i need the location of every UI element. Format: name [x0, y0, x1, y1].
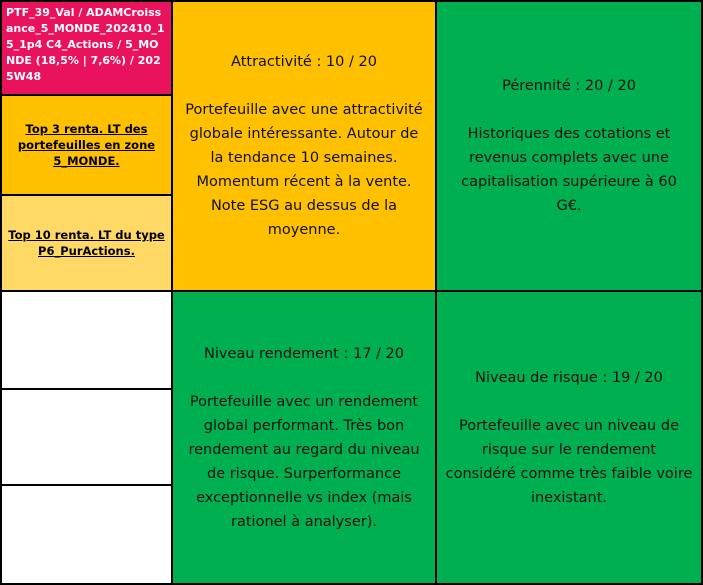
risque-cell [435, 290, 703, 585]
rendement-text: Portefeuille avec un rendement global performant. Très bon rendement au regard du niveau de risque. Surperformance exceptionnelle vs index (mais rationel à analyser). [188, 393, 420, 530]
risque-title: Niveau de risque : 19 / 20 [475, 369, 663, 386]
attractivite-text: Portefeuille avec une attractivité globale intéressante. Autour de la tendance 10 semaines. Momentum récent à la vente. Note ESG au dessus de la moyenne. [185, 102, 423, 238]
portfolio-header-cell [0, 0, 173, 96]
rendement-title: Niveau rendement : 17 / 20 [204, 345, 404, 362]
attractivite-cell [171, 0, 437, 292]
top10-tag-cell [0, 194, 173, 292]
empty-cell-1 [0, 290, 173, 390]
rendement-cell [171, 290, 437, 585]
perennite-title: Pérennité : 20 / 20 [502, 78, 636, 94]
perennite-text: Historiques des cotations et revenus complets avec une capitalisation supérieure à 60 G€. [461, 126, 677, 214]
portfolio-code: PTF_39_Val / ADAMCroissance_5_MONDE_202410_15_1p4 C4_Actions / 5_MONDE (18,5% | 7,6%) / 2025W48 [6, 6, 165, 83]
empty-cell-3 [0, 484, 173, 585]
perennite-cell [435, 0, 703, 292]
attractivite-title: Attractivité : 10 / 20 [231, 54, 377, 70]
top3-tag-label: Top 3 renta. LT des portefeuilles en zone 5_MONDE. [17, 122, 156, 168]
empty-cell-2 [0, 388, 173, 486]
risque-text: Portefeuille avec un niveau de risque sur le rendement considéré comme très faible voire inexistant. [445, 417, 693, 506]
top3-tag-cell [0, 94, 173, 196]
top10-tag-label: Top 10 renta. LT du type P6_PurActions. [8, 228, 165, 258]
